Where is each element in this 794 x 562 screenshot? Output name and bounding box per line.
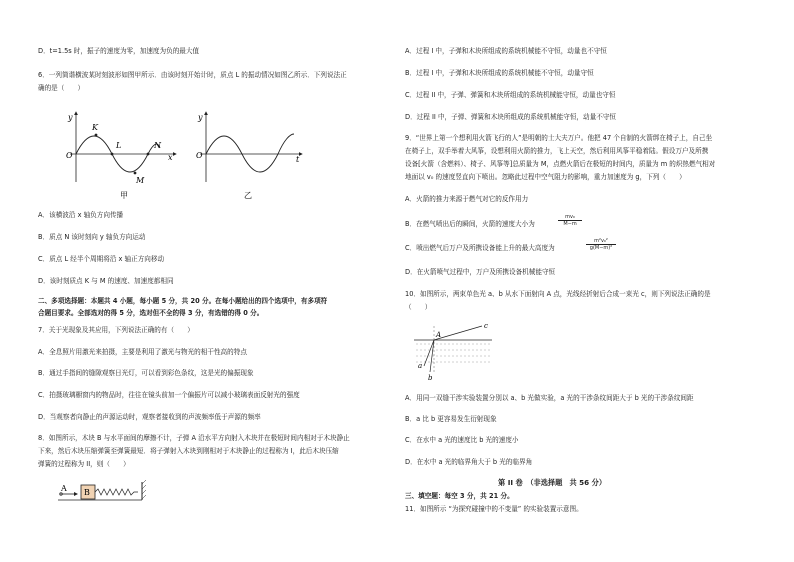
caption-jia: 甲 [120, 191, 128, 200]
q9-stem-line1: 9．“世界上第一个想利用火箭飞行的人”是明朝的士大夫万户。他把 47 个自制的火箭绑在椅子上，自己坐 [405, 134, 713, 142]
label-a-point: A [436, 331, 442, 339]
q8-stem-line1: 8．如图所示，木块 B 与水平面间的摩擦不计，子弹 A 沿水平方向射入木块并在极短时间内相对于木块静止 [38, 434, 350, 442]
bullet-arrowhead [74, 492, 78, 496]
q11-stem: 11．如图所示 “为探究碰撞中的不变量” 的实验装置示意图。 [405, 505, 583, 513]
q9-option-b [405, 220, 535, 228]
q5-option-d: D．t=1.5s 时，振子的速度为零，加速度为负的最大值 [38, 47, 200, 55]
label-x: x [168, 153, 173, 162]
fraction-denominator: g(M−m)² [589, 245, 613, 251]
q10-stem-line2: （ ） [405, 303, 432, 311]
q8-option-d: D．过程 II 中，子弹、弹簧和木块所组成的系统机械能守恒，动量不守恒 [405, 113, 616, 121]
label-k: K [92, 123, 98, 132]
point-l [111, 153, 114, 156]
q9-stem-line4: 地面以 v₀ 的速度竖直向下喷出。忽略此过程中空气阻力的影响，重力加速度为 g，下列（ ） [405, 173, 686, 181]
q8-stem-line3: 弹簧的过程称为 II，则（ ） [38, 460, 130, 468]
point-m [134, 172, 137, 175]
label-y: y [198, 113, 203, 122]
q9-option-d: D．在火箭喷气过程中，万户及所携设备机械能守恒 [405, 268, 556, 276]
q9-option-c [405, 244, 555, 252]
label-n: N [154, 141, 161, 150]
q9-option-c-text: C．喷出燃气后万户及所携设备能上升的最大高度为 [405, 244, 555, 252]
label-o: O [66, 151, 73, 160]
fraction-denominator: M−m [563, 221, 577, 227]
label-b-ray: b [428, 374, 433, 382]
q7-option-d: D．当观察者向静止的声源运动时，观察者接收到的声波频率低于声源的频率 [38, 413, 261, 421]
label-b: B [84, 488, 90, 497]
q6-stem-line1: 6．一列简谐横波某时刻波形如图甲所示．由该时刻开始计时，质点 L 的振动情况如图乙所示．下列说法正 [38, 71, 347, 79]
q10-option-d: D．在水中 a 光的临界角大于 b 光的临界角 [405, 458, 533, 466]
label-y: y [68, 113, 73, 122]
figure-refraction [412, 318, 494, 382]
label-a: A [61, 484, 67, 493]
label-l: L [116, 141, 122, 150]
point-k [95, 134, 98, 137]
label-t: t [296, 155, 300, 164]
figure-bullet-block-spring [54, 478, 166, 506]
q10-option-c: C．在水中 a 光的速度比 b 光的速度小 [405, 436, 519, 444]
q9-stem-line2: 在椅子上，双手举着大风筝，设想利用火箭的推力，飞上天空，然后利用风筝平稳着陆。假设万户及所携 [405, 147, 709, 155]
label-o: O [196, 151, 203, 160]
q8-option-a: A．过程 I 中，子弹和木块所组成的系统机械能不守恒，动量也不守恒 [405, 47, 607, 55]
ray-c [434, 326, 482, 340]
q10-option-b: B．a 比 b 更容易发生衍射现象 [405, 415, 497, 423]
q9-stem-line3: 设备[火箭（含燃料）、椅子、风筝等]总质量为 M，点燃火箭后在极短的时间内，质量为 m 的炽热燃气相对 [405, 160, 716, 168]
wall-hatch [142, 485, 146, 489]
q7-stem: 7．关于光现象及其应用，下列说法正确的有（ ） [38, 326, 194, 334]
q9-option-b-text: B．在燃气喷出后的瞬间，火箭的速度大小为 [405, 220, 535, 228]
fraction-numerator: m²v₀² [586, 238, 616, 245]
q10-option-a: A．用同一双缝干涉实验装置分别以 a、b 光做实验，a 光的干涉条纹间距大于 b 光的干涉条纹间距 [405, 394, 694, 402]
wall-hatch [142, 495, 146, 499]
point-n [147, 153, 150, 156]
q7-option-a: A．全息照片用激光来拍摄，主要是利用了激光与物光的相干性高的特点 [38, 348, 247, 356]
figure-wave-jia [62, 108, 186, 200]
q7-option-c: C．拍摄玻璃橱窗内的物品时，往往在镜头前加一个偏振片可以减小玻璃表面反射光的强度 [38, 391, 300, 399]
q8-stem-line2: 下来，然后木块压缩弹簧至弹簧最短．将子弹射入木块到刚相对于木块静止的过程称为 I，此后木块压缩 [38, 447, 339, 455]
fraction-numerator: mv₀ [558, 214, 582, 221]
q10-stem-line1: 10．如图所示，两束单色光 a、b 从水下面射向 A 点，光线经折射后合成一束光 c，则下列说法正确的是 [405, 290, 711, 298]
q6-option-a: A．该横波沿 x 轴负方向传播 [38, 211, 124, 219]
vibration-curve [206, 134, 294, 172]
q9-option-b-fraction [558, 214, 582, 227]
q7-option-b: B．通过手指间的缝隙观察日光灯，可以看到彩色条纹，这是光的偏振现象 [38, 369, 254, 377]
q9-option-c-fraction [586, 238, 616, 251]
figure-vibration-yi [192, 108, 310, 200]
q6-option-d: D．该时刻质点 K 与 M 的速度、加速度都相同 [38, 277, 174, 285]
q6-option-b: B．质点 N 该时刻向 y 轴负方向运动 [38, 233, 146, 241]
label-a-ray: a [418, 362, 423, 370]
q9-option-a: A．火箭的推力来源于燃气对它的反作用力 [405, 195, 529, 203]
spring [95, 489, 138, 495]
label-m: M [136, 176, 145, 185]
label-c: c [484, 322, 488, 330]
part2-title: 第 II 卷 （非选择题 共 56 分） [498, 478, 607, 487]
q6-stem-line2: 确的是（ ） [38, 84, 85, 92]
wall-hatch [142, 480, 146, 484]
q6-option-c: C．质点 L 经半个周期将沿 x 轴正方向移动 [38, 255, 165, 263]
wall-hatch [142, 490, 146, 494]
caption-yi: 乙 [244, 191, 252, 200]
q8-option-b: B．过程 I 中，子弹和木块所组成的系统机械能不守恒，动量守恒 [405, 69, 594, 77]
section2-heading-line2: 合题目要求。全部选对的得 5 分，选对但不全的得 3 分，有选错的得 0 分。 [38, 309, 264, 317]
section2-heading-line1: 二、多项选择题：本题共 4 小题，每小题 5 分，共 20 分。在每小题给出的四个选项中，有多项符 [38, 297, 328, 305]
q8-option-c: C．过程 II 中，子弹、弹簧和木块所组成的系统机械能守恒，动量也守恒 [405, 91, 616, 99]
section3-heading: 三、填空题：每空 3 分，共 21 分。 [405, 492, 514, 500]
